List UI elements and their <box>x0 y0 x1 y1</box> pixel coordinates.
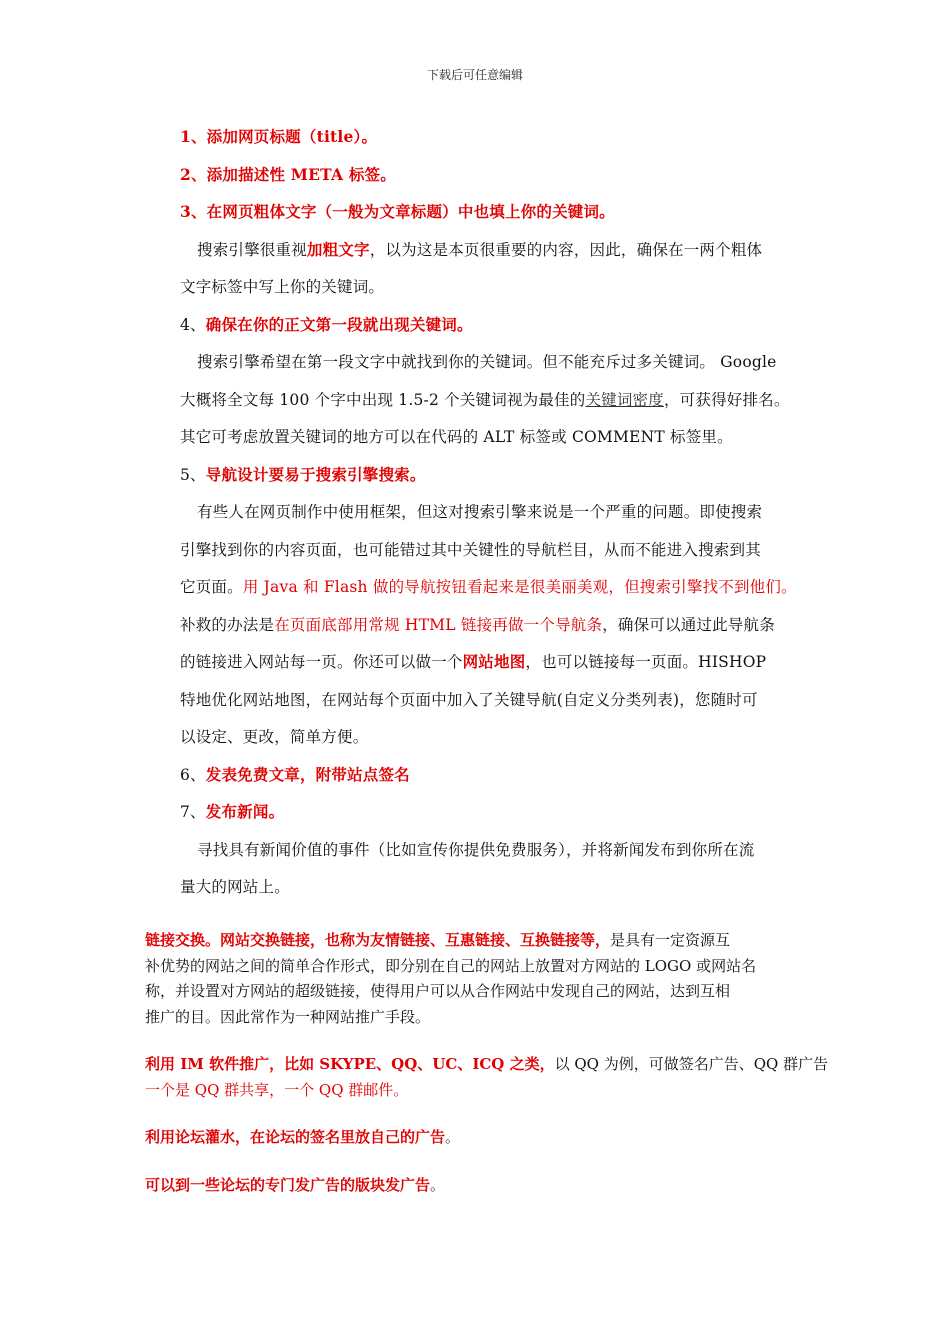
bold-heading: 利用 IM 软件推广，比如 SKYPE、QQ、UC、ICQ 之类， <box>145 1055 555 1073</box>
item-4-paragraph-line-2 <box>180 387 820 425</box>
item-title: 确保在你的正文第一段就出现关键词。 <box>205 314 473 334</box>
item-7-paragraph-line-2: 量大的网站上。 <box>180 878 290 896</box>
spacer <box>145 1030 825 1052</box>
spacer <box>145 1151 825 1173</box>
item-number: 7、 <box>180 803 206 821</box>
item-2-heading: 2、添加描述性 META 标签。 <box>180 164 396 184</box>
highlight-text: 在页面底部用常规 HTML 链接再做一个导航条 <box>274 615 603 634</box>
bold-heading: 链接交换。网站交换链接，也称为友情链接、互惠链接、互换链接等， <box>145 931 611 949</box>
item-4-heading <box>180 312 820 350</box>
text: 它页面。 <box>180 578 243 596</box>
item-5-paragraph-line-5 <box>180 649 820 687</box>
link-exchange-line-1 <box>145 928 825 954</box>
item-number: 6、 <box>180 765 206 784</box>
site-map-highlight: 网站地图 <box>462 652 526 671</box>
text: 是具有一定资源互 <box>610 931 731 949</box>
bold-heading: 可以到一些论坛的专门发广告的版块发广告 <box>145 1175 431 1194</box>
promotion-methods <box>145 928 829 1198</box>
text: 搜索引擎很重视 <box>197 240 307 259</box>
item-7-heading <box>180 799 820 837</box>
bold-text-highlight: 加粗文字 <box>306 239 370 259</box>
item-title: 发表免费文章，附带站点签名 <box>205 764 410 784</box>
item-5-paragraph-line-2: 引擎找到你的内容页面，也可能错过其中关键性的导航栏目，从而不能进入搜索到其 <box>180 540 761 559</box>
item-1-heading: 1、添加网页标题（title）。 <box>180 127 378 146</box>
item-title: 导航设计要易于搜索引擎搜索。 <box>205 464 426 484</box>
spacer <box>145 1103 825 1125</box>
text: ，也可以链接每一页面。HISHOP <box>525 653 767 671</box>
item-5-heading <box>180 462 820 500</box>
forum-ad-board-line <box>145 1173 825 1199</box>
item-4-paragraph-line-1: 搜索引擎希望在第一段文字中就找到你的关键词。但不能充斥过多关键词。 Google <box>197 353 777 371</box>
link-exchange-line-3: 称，并设置对方网站的超级链接，使得用户可以从合作网站中发现自己的网站，达到互相 <box>145 982 731 1000</box>
text: 。 <box>445 1128 461 1146</box>
item-4-paragraph-line-3: 其它可考虑放置关键词的地方可以在代码的 ALT 标签或 COMMENT 标签里。 <box>180 428 733 446</box>
item-number: 5、 <box>180 465 206 484</box>
item-7-paragraph-line-1: 寻找具有新闻价值的事件（比如宣传你提供免费服务），并将新闻发布到你所在流 <box>197 840 755 859</box>
item-5-paragraph-line-6: 特地优化网站地图，在网站每个页面中加入了关键导航(自定义分类列表)，您随时可 <box>180 690 758 709</box>
item-number: 4、 <box>180 315 206 334</box>
keyword-density-link[interactable]: 关键词密度 <box>585 390 664 409</box>
text: ，确保可以通过此导航条 <box>602 615 775 634</box>
forum-signature-line <box>145 1125 825 1151</box>
item-3-paragraph-line-1 <box>180 237 820 275</box>
item-5-paragraph-line-1: 有些人在网页制作中使用框架，但这对搜索引擎来说是一个严重的问题。即使搜索 <box>197 503 763 521</box>
item-title: 发布新闻。 <box>205 802 285 821</box>
item-5-paragraph-line-7: 以设定、更改，简单方便。 <box>180 728 369 746</box>
bold-heading: 利用论坛灌水，在论坛的签名里放自己的广告 <box>145 1128 446 1146</box>
item-5-paragraph-line-4 <box>180 612 820 650</box>
item-6-heading <box>180 762 820 800</box>
item-3-heading: 3、在网页粗体文字（一般为文章标题）中也填上你的关键词。 <box>180 202 615 221</box>
item-5-paragraph-line-3 <box>180 574 820 612</box>
im-promotion-line-2: 一个是 QQ 群共享，一个 QQ 群邮件。 <box>145 1080 409 1099</box>
im-promotion-line-1 <box>145 1052 829 1078</box>
page-header: 下载后可任意编辑 <box>426 68 523 82</box>
link-exchange-line-2: 补优势的网站之间的简单合作形式，即分别在自己的网站上放置对方网站的 LOGO 或网站名 <box>145 956 757 975</box>
text: 的链接进入网站每一页。你还可以做一个 <box>180 653 463 671</box>
text: 以 QQ 为例，可做签名广告、QQ 群广告 <box>554 1055 829 1073</box>
text: ，可获得好排名。 <box>663 390 790 409</box>
item-3-paragraph-line-2: 文字标签中写上你的关键词。 <box>180 278 385 296</box>
link-exchange-line-4: 推广的目。因此常作为一种网站推广手段。 <box>145 1007 431 1026</box>
seo-tips-list <box>180 124 820 912</box>
highlight-text: 用 Java 和 Flash 做的导航按钮看起来是很美丽美观，但搜索引擎找不到他们。 <box>242 578 797 596</box>
text: 大概将全文每 100 个字中出现 1.5-2 个关键词视为最佳的 <box>180 390 586 409</box>
text: 补救的办法是 <box>180 615 275 634</box>
text: 。 <box>430 1175 446 1194</box>
text: ，以为这是本页很重要的内容，因此，确保在一两个粗体 <box>369 240 763 259</box>
